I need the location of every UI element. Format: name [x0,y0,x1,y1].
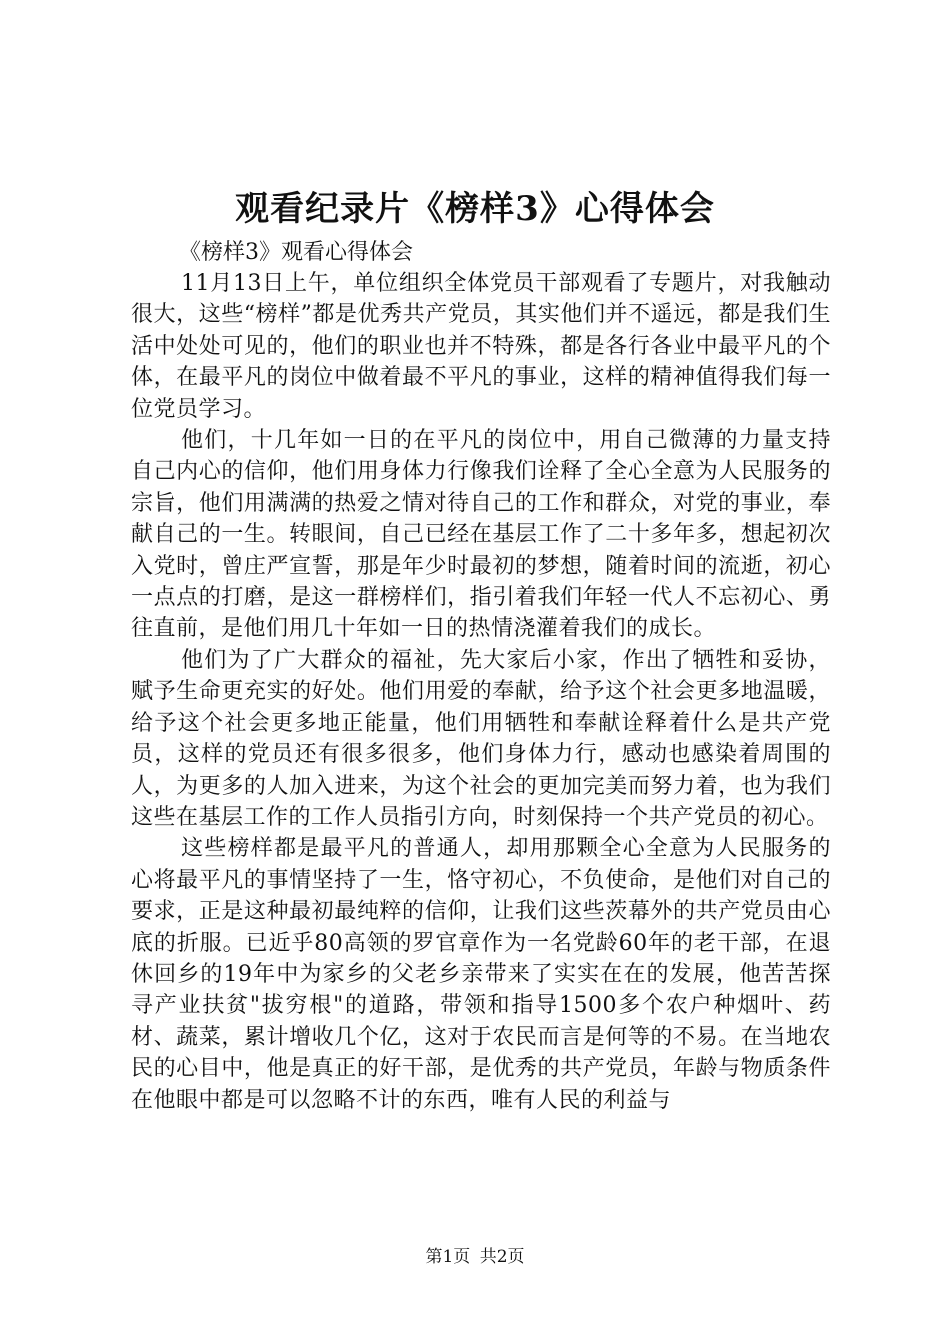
document-subtitle: 《榜样3》观看心得体会 [179,240,413,265]
page-footer [0,1245,950,1269]
paragraph-1: 11月13日上午，单位组织全体党员干部观看了专题片，对我触动很大，这些“榜样”都是优秀共产党员，其实他们并不遥远，都是我们生活中处处可见的，他们的职业也并不特殊，都是各行各业中最平凡的个体，在最平凡的岗位中做着最不平凡的事业，这样的精神值得我们每一位党员学习。 [131,271,831,422]
paragraph-3: 他们为了广大群众的福祉，先大家后小家，作出了牺牲和妥协，赋予生命更充实的好处。他们用爱的奉献，给予这个社会更多地温暖，给予这个社会更多地正能量，他们用牺牲和奉献诠释着什么是共产党员，这样的党员还有很多很多，他们身体力行，感动也感染着周围的人，为更多的人加入进来，为这个社会的更加完美而努力着，也为我们这些在基层工作的工作人员指引方向，时刻保持一个共产党员的初心。 [131,647,831,830]
paragraph-4: 这些榜样都是最平凡的普通人，却用那颗全心全意为人民服务的心将最平凡的事情坚持了一生，恪守初心，不负使命，是他们对自己的要求，正是这种最初最纯粹的信仰，让我们这些茨幕外的共产党员由心底的折服。已近乎80高领的罗官章作为一名党龄60年的老干部，在退休回乡的19年中为家乡的父老乡亲带来了实实在在的发展，他苦苦探寻产业扶贫"拔穷根"的道路，带领和指导1500多个农户种烟叶、药材、蔬菜，累计增收几个亿，这对于农民而言是何等的不易。在当地农民的心目中，他是真正的好干部，是优秀的共产党员，年龄与物质条件在他眼中都是可以忽略不计的东西，唯有人民的利益与 [131,836,831,1113]
page-number-current: 第1页 [425,1247,471,1267]
page-number-total: 共2页 [479,1247,525,1267]
document-title: 观看纪录片《榜样3》心得体会 [235,189,715,229]
paragraph-2: 他们，十几年如一日的在平凡的岗位中，用自己微薄的力量支持自己内心的信仰，他们用身体力行像我们诠释了全心全意为人民服务的宗旨，他们用满满的热爱之情对待自己的工作和群众，对党的事业，奉献自己的一生。转眼间，自己已经在基层工作了二十多年多，想起初次入党时，曾庄严宣誓，那是年少时最初的梦想，随着时间的流逝，初心一点点的打磨，是这一群榜样们，指引着我们年轻一代人不忘初心、勇往直前，是他们用几十年如一日的热情浇灌着我们的成长。 [131,428,831,642]
document-body [131,237,831,1116]
